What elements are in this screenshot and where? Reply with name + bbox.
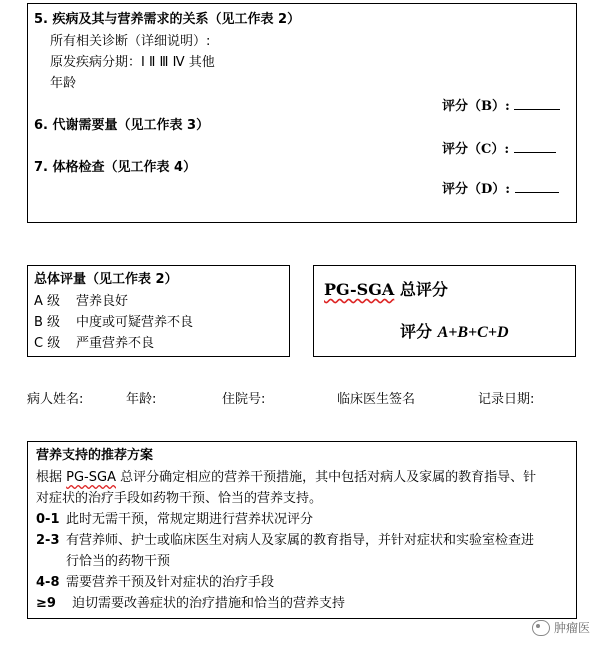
item7-title: 7. 体格检查（见工作表 4） [34, 160, 197, 175]
overall-title: 总体评量（见工作表 2） [34, 272, 178, 287]
grade-label: B 级 [34, 315, 61, 330]
watermark [532, 619, 590, 636]
grade-row [34, 315, 193, 331]
grade-desc: 中度或可疑营养不良 [76, 315, 194, 330]
recommendation-title: 营养支持的推荐方案 [36, 448, 154, 463]
diagnosis-line: 所有相关诊断（详细说明）: [50, 34, 211, 49]
total-score-suffix: 总评分 [394, 280, 448, 299]
total-score-formula [400, 322, 509, 342]
total-score-box [313, 265, 576, 357]
recommendation-text: 行恰当的药物干预 [66, 554, 171, 569]
score-range: 0-1 [36, 512, 60, 527]
score-d-blank[interactable] [515, 180, 559, 193]
score-c-blank[interactable] [514, 140, 556, 153]
recommendation-item [36, 554, 170, 570]
grade-desc: 营养良好 [76, 294, 129, 309]
recommendation-text: 有营养师、护士或临床医生对病人及家属的教育指导，并针对症状和实验室检查进 [66, 533, 535, 548]
score-c-label: 评分（C）: [442, 142, 510, 157]
recommendation-text: 需要营养干预及针对症状的治疗手段 [66, 575, 275, 590]
score-d-label: 评分（D）: [442, 182, 511, 197]
score-b-row [442, 97, 560, 115]
pg-sga-brand: PG-SGA [66, 470, 116, 485]
item5-title: 5. 疾病及其与营养需求的关系（见工作表 2） [34, 12, 301, 27]
score-c-row [442, 140, 556, 158]
recommendation-item [36, 533, 534, 549]
overall-assessment-box [27, 265, 290, 357]
patient-age-field: 年龄: [126, 392, 157, 407]
score-range: 2-3 [36, 533, 60, 548]
recommendation-text: 此时无需干预，常规定期进行营养状况评分 [66, 512, 314, 527]
grade-desc: 严重营养不良 [76, 336, 155, 351]
grade-row [34, 294, 128, 310]
record-date-field: 记录日期: [478, 392, 535, 407]
watermark-text: 肿瘤医 [553, 621, 590, 635]
total-score-title [324, 280, 448, 299]
formula-expression: A+B+C+D [437, 324, 509, 341]
grade-label: C 级 [34, 336, 61, 351]
score-b-label: 评分（B）: [442, 99, 510, 114]
score-range: 4-8 [36, 575, 60, 590]
recommendation-item [36, 596, 345, 612]
hospital-number-field: 住院号: [222, 392, 266, 407]
formula-label: 评分 [400, 322, 438, 341]
chat-bubble-icon [532, 620, 550, 636]
disease-stage-line: 原发疾病分期：Ⅰ Ⅱ Ⅲ Ⅳ 其他 [50, 55, 215, 70]
patient-name-field: 病人姓名: [27, 392, 84, 407]
recommendation-intro-line1 [36, 470, 536, 486]
intro-prefix: 根据 [36, 470, 67, 485]
pg-sga-brand: PG-SGA [324, 280, 395, 299]
score-range: ≥9 [36, 596, 56, 611]
intro-text: 总评分确定相应的营养干预措施，其中包括对病人及家属的教育指导、针 [115, 470, 537, 485]
grade-label: A 级 [34, 294, 61, 309]
doctor-signature-field: 临床医生签名 [337, 392, 416, 407]
grade-row [34, 336, 154, 352]
nutrition-assessment-section [27, 3, 577, 223]
recommendation-box [27, 441, 577, 619]
recommendation-item [36, 575, 274, 591]
recommendation-intro-line2: 对症状的治疗手段如药物干预、恰当的营养支持。 [36, 491, 323, 506]
score-d-row [442, 180, 559, 198]
item6-title: 6. 代谢需要量（见工作表 3） [34, 118, 210, 133]
recommendation-item [36, 512, 313, 528]
age-line: 年龄 [50, 76, 77, 91]
recommendation-text: 迫切需要改善症状的治疗措施和恰当的营养支持 [72, 596, 346, 611]
score-b-blank[interactable] [514, 97, 560, 110]
